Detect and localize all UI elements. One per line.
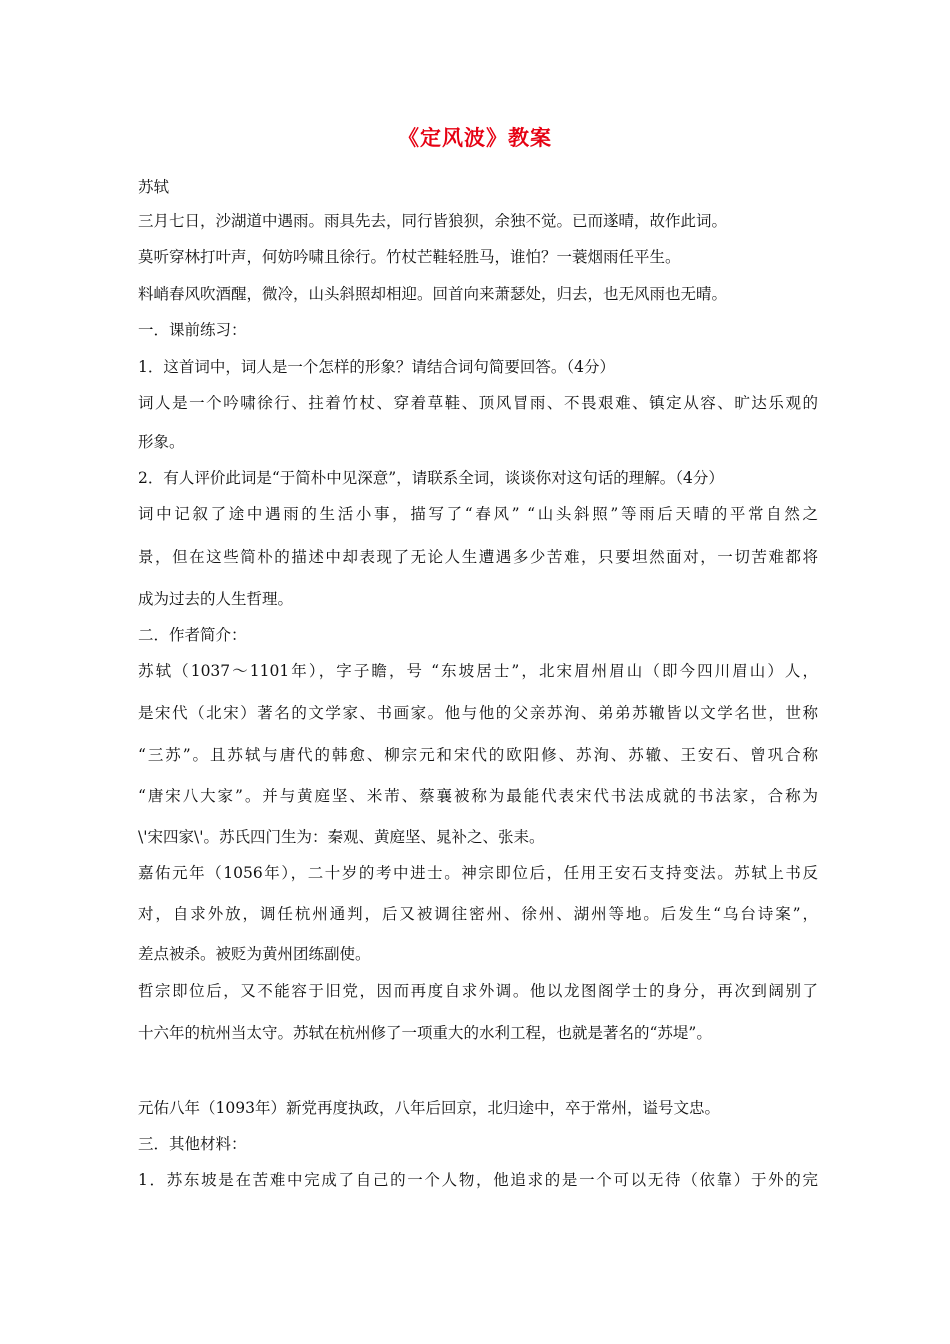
answer-1-line-2: 形象。 — [138, 433, 185, 451]
document-title: 《定风波》教案 — [398, 126, 552, 150]
poem-stanza-2: 料峭春风吹酒醒，微冷，山头斜照却相迎。回首向来萧瑟处，归去，也无风雨也无晴。 — [138, 285, 728, 303]
section-heading-materials: 三．其他材料： — [138, 1135, 247, 1153]
author-bio-line-10: 十六年的杭州当太守。苏轼在杭州修了一项重大的水利工程，也就是著名的“苏堤”。 — [138, 1024, 712, 1042]
answer-2-line-1: 词中记叙了途中遇雨的生活小事，描写了“春风” “山头斜照”等雨后天晴的平常自然之 — [138, 505, 818, 523]
author-bio-line-1: 苏轼（1037～1101年），字子瞻，号 “东坡居士”，北宋眉州眉山（即今四川眉山）人， — [138, 662, 818, 680]
author-bio-line-5: \'宋四家\'。苏氏四门生为：秦观、黄庭坚、晁补之、张耒。 — [138, 828, 545, 846]
section-heading-exercises: 一．课前练习： — [138, 321, 247, 339]
author-bio-line-3: “三苏”。且苏轼与唐代的韩愈、柳宗元和宋代的欧阳修、苏洵、苏辙、王安石、曾巩合称 — [138, 746, 818, 764]
answer-2-line-2: 景，但在这些简朴的描述中却表现了无论人生遭遇多少苦难，只要坦然面对，一切苦难都将 — [138, 548, 818, 566]
poem-preface: 三月七日，沙湖道中遇雨。雨具先去，同行皆狼狈，余独不觉。已而遂晴，故作此词。 — [138, 212, 728, 230]
author-bio-line-4: “唐宋八大家”。并与黄庭坚、米芾、蔡襄被称为最能代表宋代书法成就的书法家，合称为 — [138, 787, 818, 805]
author-bio-line-8: 差点被杀。被贬为黄州团练副使。 — [138, 945, 371, 963]
author-bio-line-2: 是宋代（北宋）著名的文学家、书画家。他与他的父亲苏洵、弟弟苏辙皆以文学名世，世称 — [138, 704, 818, 722]
answer-2-line-3: 成为过去的人生哲理。 — [138, 590, 294, 608]
author-bio-line-9: 哲宗即位后，又不能容于旧党，因而再度自求外调。他以龙图阁学士的身分，再次到阔别了 — [138, 982, 818, 1000]
author-bio-line-7: 对，自求外放，调任杭州通判，后又被调往密州、徐州、湖州等地。后发生“乌台诗案”， — [138, 905, 818, 923]
answer-1-line-1: 词人是一个吟啸徐行、拄着竹杖、穿着草鞋、顶风冒雨、不畏艰难、镇定从容、旷达乐观的 — [138, 394, 818, 412]
section-heading-author: 二．作者简介： — [138, 626, 247, 644]
materials-line-1: 1．苏东坡是在苦难中完成了自己的一个人物，他追求的是一个可以无待（依靠）于外的完 — [138, 1171, 818, 1189]
question-1: 1．这首词中，词人是一个怎样的形象？请结合词句简要回答。（4分） — [138, 358, 615, 376]
author-line: 苏轼 — [138, 178, 170, 196]
question-2: 2．有人评价此词是“于简朴中见深意”，请联系全词，谈谈你对这句话的理解。（4分） — [138, 469, 724, 487]
poem-stanza-1: 莫听穿林打叶声，何妨吟啸且徐行。竹杖芒鞋轻胜马，谁怕？一蓑烟雨任平生。 — [138, 248, 681, 266]
author-bio-line-11: 元佑八年（1093年）新党再度执政，八年后回京，北归途中，卒于常州，谥号文忠。 — [138, 1099, 720, 1117]
author-bio-line-6: 嘉佑元年（1056年），二十岁的考中进士。神宗即位后，任用王安石支持变法。苏轼上书反 — [138, 864, 818, 882]
